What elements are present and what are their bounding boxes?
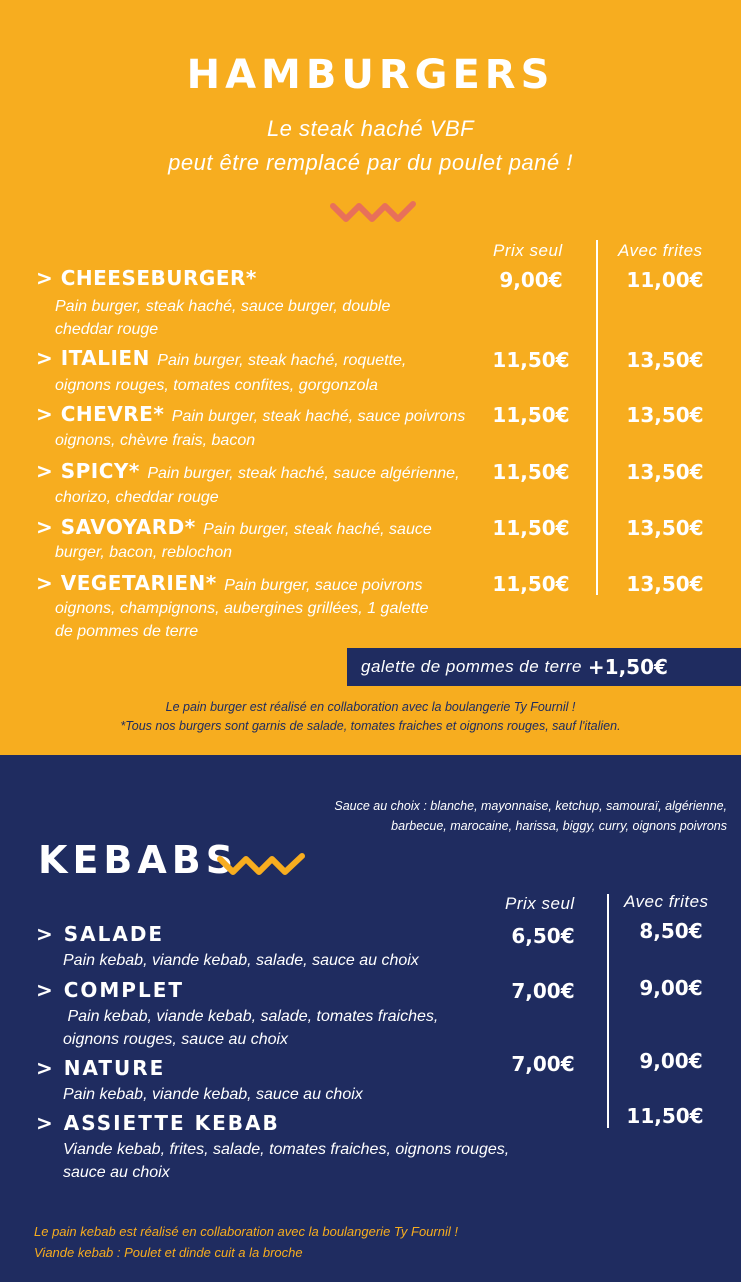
extra-option-label: galette de pommes de terre: [361, 657, 582, 676]
item-description: sauce au choix: [63, 1164, 170, 1181]
item-price: 11,50€: [492, 403, 570, 427]
item-name: [36, 515, 432, 539]
item-name: [36, 571, 423, 595]
item-name: > COMPLET: [36, 978, 185, 1002]
item-price-with-fries: 13,50€: [626, 516, 704, 540]
column-divider: [596, 240, 598, 595]
item-name: > NATURE: [36, 1056, 166, 1080]
bakery-note: Le pain burger est réalisé en collaboration avec la boulangerie Ty Fournil !: [165, 700, 576, 714]
item-description: Pain burger, steak haché, sauce poivrons: [171, 408, 466, 425]
item-price-with-fries: 13,50€: [626, 348, 704, 372]
item-description: Viande kebab, frites, salade, tomates fraiches, oignons rouges,: [63, 1141, 510, 1158]
item-description: oignons, chèvre frais, bacon: [55, 432, 256, 449]
item-price-with-fries: 9,00€: [639, 976, 703, 1000]
item-name-text: > SAVOYARD*: [36, 515, 196, 539]
column-divider: [607, 894, 609, 1128]
item-name: [36, 459, 460, 483]
item-description: Pain kebab, viande kebab, sauce au choix: [63, 1086, 363, 1103]
extra-option-price: +1,50€: [587, 655, 668, 679]
item-name: [36, 346, 406, 370]
item-name-text: > ITALIEN: [36, 346, 150, 370]
item-name-text: > CHEVRE*: [36, 402, 165, 426]
kebab-bakery-note: Le pain kebab est réalisé en collaboration avec la boulangerie Ty Fournil !: [34, 1224, 458, 1239]
hamburgers-subtitle-line1: Le steak haché VBF: [266, 116, 475, 141]
col-header-prix-seul: Prix seul: [505, 894, 575, 913]
col-header-avec-frites: Avec frites: [618, 241, 703, 260]
item-price: 7,00€: [511, 979, 575, 1003]
col-header-prix-seul: Prix seul: [493, 241, 563, 260]
item-price: 11,50€: [492, 460, 570, 484]
item-name: > SALADE: [36, 922, 165, 946]
item-description: cheddar rouge: [55, 321, 159, 338]
item-description: Pain burger, steak haché, roquette,: [157, 352, 407, 369]
extra-option-banner: [347, 648, 741, 686]
item-price-with-fries: 11,50€: [626, 1104, 704, 1128]
item-price: 11,50€: [492, 516, 570, 540]
hamburgers-title: HAMBURGERS: [186, 52, 555, 98]
item-price-with-fries: 9,00€: [639, 1049, 703, 1073]
item-description: Pain burger, steak haché, sauce: [203, 521, 432, 538]
item-price-with-fries: 13,50€: [626, 403, 704, 427]
item-name: > ASSIETTE KEBAB: [36, 1111, 280, 1135]
item-price: 7,00€: [511, 1052, 575, 1076]
item-name-text: > VEGETARIEN*: [36, 571, 217, 595]
kebabs-title: KEBABS: [38, 838, 239, 882]
item-price-with-fries: 11,00€: [626, 268, 704, 292]
item-description: Pain kebab, viande kebab, salade, sauce au choix: [63, 952, 419, 969]
item-description: Pain burger, sauce poivrons: [224, 577, 423, 594]
item-description: burger, bacon, reblochon: [55, 544, 233, 561]
item-price: 6,50€: [511, 924, 575, 948]
hamburgers-subtitle-line2: peut être remplacé par du poulet pané !: [168, 150, 573, 175]
item-name-text: > SPICY*: [36, 459, 140, 483]
item-description: Pain kebab, viande kebab, salade, tomates fraiches,: [63, 1008, 439, 1025]
item-price-with-fries: 13,50€: [626, 572, 704, 596]
item-description: Pain burger, steak haché, sauce burger, double: [55, 298, 391, 315]
item-price: 11,50€: [492, 348, 570, 372]
item-name: [36, 402, 465, 426]
item-description: oignons, champignons, aubergines grillées, 1 galette: [55, 600, 429, 617]
col-header-avec-frites: Avec frites: [624, 892, 709, 911]
item-name: > CHEESEBURGER*: [36, 266, 257, 290]
item-description: oignons rouges, tomates confites, gorgonzola: [55, 377, 378, 394]
item-description: de pommes de terre: [55, 623, 199, 640]
sauce-options-line1: Sauce au choix : blanche, mayonnaise, ketchup, samouraï, algérienne,: [334, 799, 727, 813]
item-description: chorizo, cheddar rouge: [55, 489, 219, 506]
item-price-with-fries: 13,50€: [626, 460, 704, 484]
sauce-options-line2: barbecue, marocaine, harissa, biggy, curry, oignons poivrons: [391, 819, 727, 833]
zigzag-decoration-icon: [330, 198, 418, 226]
garnish-note: *Tous nos burgers sont garnis de salade, tomates fraiches et oignons rouges, sauf l'italien.: [120, 719, 621, 733]
item-price: 9,00€: [499, 268, 563, 292]
item-price-with-fries: 8,50€: [639, 919, 703, 943]
item-description: Pain burger, steak haché, sauce algérienne,: [147, 465, 460, 482]
item-price: 11,50€: [492, 572, 570, 596]
kebab-meat-note: Viande kebab : Poulet et dinde cuit a la broche: [34, 1245, 303, 1260]
item-description: oignons rouges, sauce au choix: [63, 1031, 289, 1048]
zigzag-decoration-icon: [216, 850, 308, 880]
